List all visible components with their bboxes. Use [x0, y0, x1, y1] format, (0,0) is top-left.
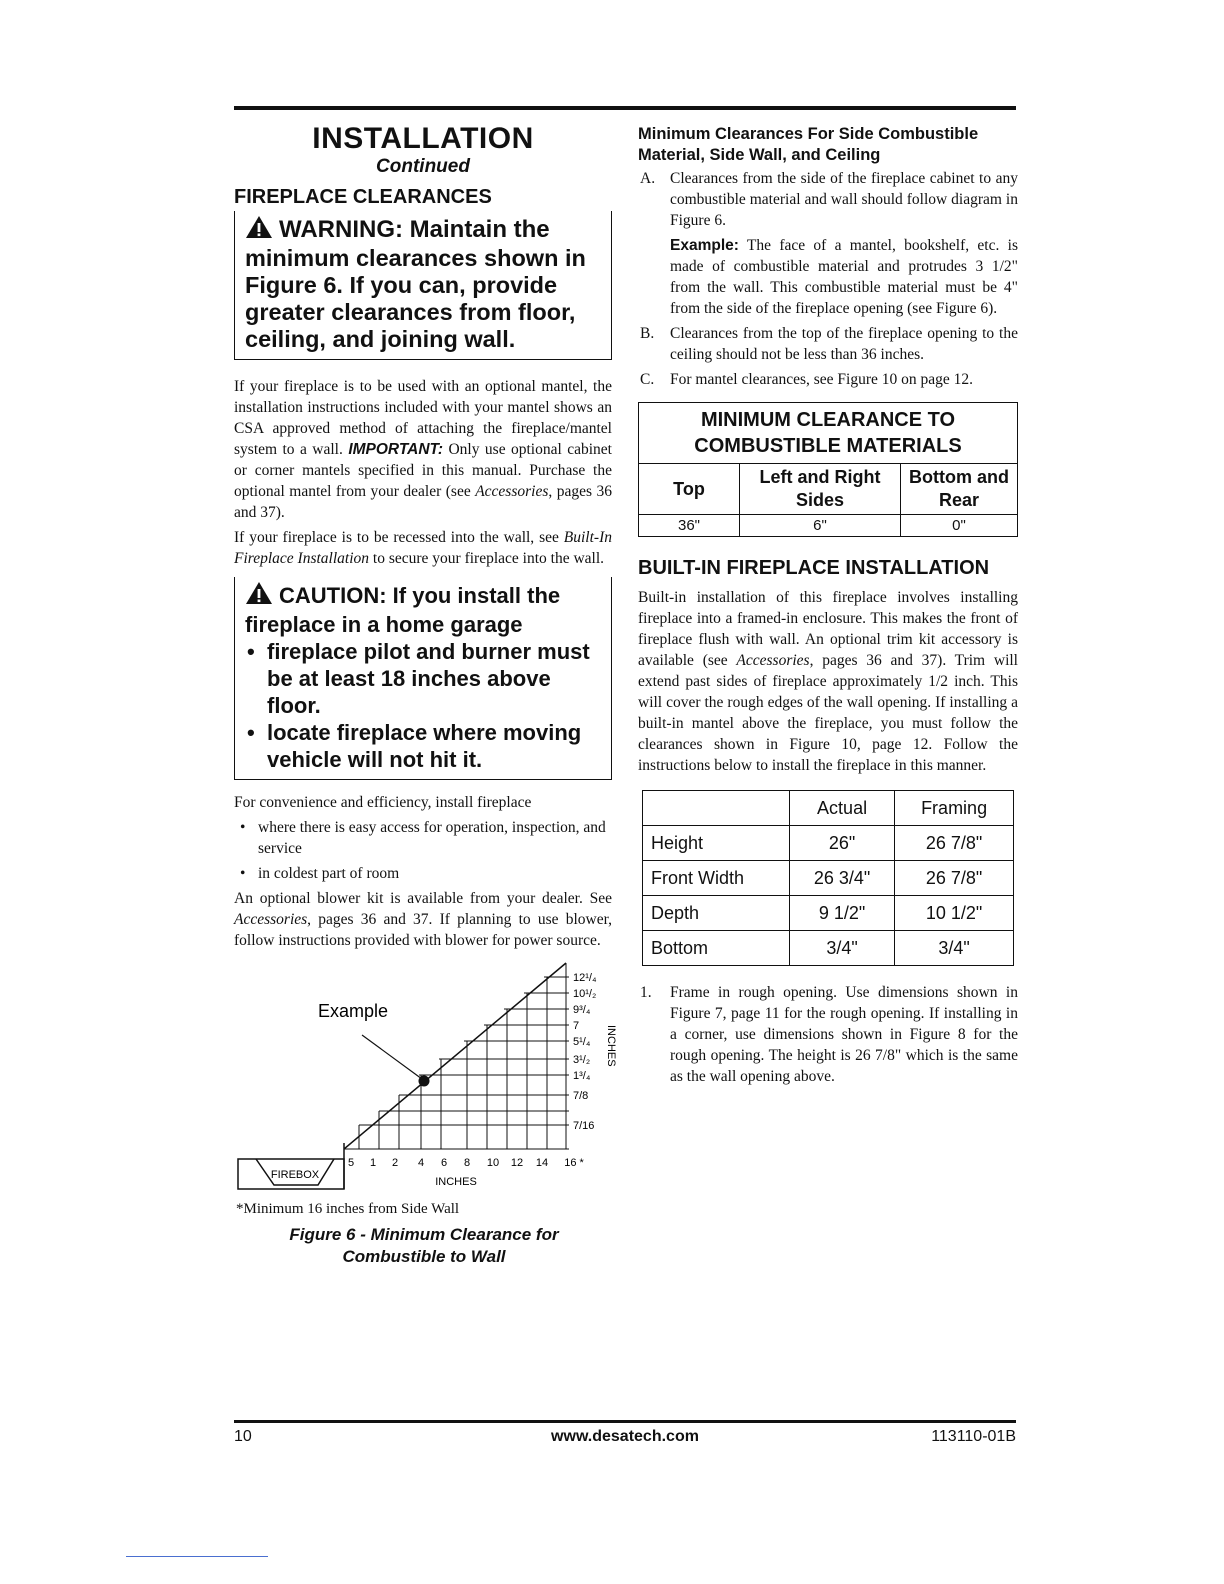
- caution-list: [245, 638, 605, 773]
- page-subtitle: Continued: [376, 156, 470, 177]
- location-item: • where there is easy access for operation, inspection, and service: [234, 817, 612, 859]
- clearance-item-a: [638, 168, 1018, 319]
- figure-footnote: *Minimum 16 inches from Side Wall: [236, 1201, 460, 1217]
- y-tick: 7: [573, 1020, 580, 1032]
- table-row: [643, 931, 1014, 966]
- page-number: 10: [234, 1428, 252, 1445]
- x-tick: 8: [463, 1157, 471, 1169]
- y-tick: 3¹/₂: [573, 1054, 591, 1066]
- table-cell: Bottom: [643, 931, 790, 966]
- mantel-paragraph: [234, 376, 612, 523]
- list-marker: A.: [640, 170, 656, 187]
- accessories-ref: Accessories: [234, 911, 308, 928]
- convenience-paragraph: For convenience and efficiency, install fireplace: [234, 794, 532, 811]
- important-end: , pages 36 and 37).: [234, 483, 612, 521]
- top-rule: [234, 106, 1016, 110]
- example-note-label: Example:: [670, 237, 739, 254]
- clearance-item-c: [638, 369, 1018, 390]
- y-tick: 7/16: [573, 1120, 595, 1132]
- table-cell: 3/4": [895, 931, 1014, 966]
- accessories-ref: Accessories: [736, 652, 810, 669]
- right-column: [638, 118, 1018, 1087]
- table-row: [643, 896, 1014, 931]
- document-code: 113110-01B: [931, 1428, 1016, 1445]
- caution-box: [234, 577, 612, 780]
- location-list: [234, 817, 612, 884]
- table-cell: 36": [639, 515, 740, 537]
- builtin-ref: Built-In Fireplace Installation: [234, 529, 612, 567]
- table-title: [639, 403, 1018, 464]
- x-tick: 16 *: [564, 1157, 584, 1169]
- list-marker: B.: [640, 325, 655, 342]
- table-cell: Height: [643, 826, 790, 861]
- builtin-end: , pages 36 and 37). Trim will extend past sides of fireplace approximately 1/2 inch. This will cover the rough edges of the wall opening. If installing a built-in mantel above the fireplace, you must follow the clearances shown in Figure 10, page 12. Follow the instructions below to install the fireplace in this manner.: [638, 652, 1018, 774]
- list-marker: 1.: [640, 984, 652, 1001]
- y-tick: 10¹/₂: [573, 988, 597, 1000]
- list-marker: C.: [640, 371, 655, 388]
- clearance-slope-line: [344, 963, 566, 1149]
- x-tick: 6: [440, 1157, 448, 1169]
- y-tick: 12¹/₄: [573, 972, 597, 984]
- warning-text: minimum clearances shown in Figure 6. If you can, provide greater clearances from floor, ceiling, and joining wall.: [245, 245, 586, 352]
- table-header: Top: [639, 464, 740, 515]
- table-header: Bottom and Rear: [901, 464, 1018, 515]
- x-tick: 14: [535, 1157, 549, 1169]
- y-tick: 7/8: [573, 1090, 589, 1102]
- location-item: • in coldest part of room: [234, 863, 612, 884]
- warning-triangle-icon: [245, 215, 273, 245]
- table-cell: 6": [740, 515, 901, 537]
- table-row: [643, 826, 1014, 861]
- mantel-text: If your fireplace is to be used with an optional mantel, the installation instructions included with your mantel shows an CSA approved method of attaching the fireplace/mantel system to a wall.: [234, 378, 612, 458]
- step-item: [638, 982, 1018, 1087]
- table-header: Left and Right Sides: [740, 464, 901, 515]
- firebox-label: FIREBOX: [270, 1169, 320, 1181]
- example-note-text: The face of a mantel, bookshelf, etc. is made of combustible material and protrudes 3 1/2" from the wall. This combustible material must be 4" from the side of the fireplace opening (see Figure 6).: [670, 237, 1018, 317]
- link-underline: [126, 1556, 268, 1557]
- important-label: IMPORTANT:: [348, 441, 444, 458]
- example-note: [670, 235, 1018, 319]
- page-title: INSTALLATION: [312, 122, 534, 155]
- x-tick: 10: [486, 1157, 500, 1169]
- example-point: [419, 1076, 430, 1087]
- builtin-text: Built-in installation of this fireplace involves installing fireplace into a framed-in enclosure. This makes the front of fireplace flush with wall. An optional trim kit accessory is available (see: [638, 589, 1018, 669]
- table-cell: 26 7/8": [895, 826, 1014, 861]
- example-label: Example: [318, 1001, 389, 1021]
- recess-text: If your fireplace is to be recessed into the wall, see: [234, 529, 564, 546]
- x-tick: 12: [510, 1157, 524, 1169]
- footer-url: www.desatech.com: [551, 1428, 699, 1445]
- table-cell: 9 1/2": [790, 896, 895, 931]
- left-column: [234, 118, 617, 1266]
- figure-caption: [236, 1224, 612, 1268]
- accessories-ref: Accessories: [475, 483, 549, 500]
- table-cell: Front Width: [643, 861, 790, 896]
- x-tick: 5: [347, 1157, 355, 1169]
- x-tick: 1: [369, 1157, 377, 1169]
- example-pointer: [362, 1035, 422, 1079]
- table-title-line: COMBUSTIBLE MATERIALS: [694, 435, 962, 457]
- table-header: Framing: [895, 791, 1014, 826]
- section-heading-fireplace-clearances: FIREPLACE CLEARANCES: [234, 186, 492, 208]
- figure-6-diagram: [234, 963, 617, 1266]
- blower-end: , pages 36 and 37. If planning to use blower, follow instructions provided with blower for power source.: [234, 911, 612, 949]
- table-cell: 26": [790, 826, 895, 861]
- figure-caption-line: Figure 6 - Minimum Clearance for: [289, 1225, 559, 1244]
- caution-item: • locate fireplace where moving vehicle will not hit it.: [245, 719, 605, 773]
- x-axis-label: INCHES: [435, 1176, 477, 1188]
- dimensions-table: [642, 790, 1014, 966]
- y-tick: 5¹/₄: [573, 1036, 591, 1048]
- clearance-diagram: [234, 963, 617, 1203]
- table-row: [643, 861, 1014, 896]
- clearance-list: [638, 168, 1018, 390]
- x-tick: 2: [391, 1157, 399, 1169]
- minimum-clearance-table: [638, 402, 1018, 537]
- recess-end: to secure your fireplace into the wall.: [369, 550, 605, 567]
- y-axis-label: INCHES: [605, 1025, 617, 1067]
- clearance-item-b: [638, 323, 1018, 365]
- table-cell: Depth: [643, 896, 790, 931]
- clearance-item-text: Clearances from the side of the fireplace cabinet to any combustible material and wall should follow diagram in Figure 6.: [670, 170, 1018, 229]
- y-tick: 9³/₄: [573, 1004, 591, 1016]
- caution-triangle-icon: [245, 581, 273, 611]
- clearance-item-text: For mantel clearances, see Figure 10 on page 12.: [670, 371, 974, 388]
- figure-caption-line: Combustible to Wall: [342, 1247, 506, 1266]
- blower-paragraph: [234, 888, 612, 951]
- x-tick-labels: [348, 1157, 585, 1169]
- warning-lead: WARNING: Maintain the: [279, 216, 550, 243]
- builtin-steps: [638, 982, 1018, 1087]
- table-header: [643, 791, 790, 826]
- section-heading-builtin: BUILT-IN FIREPLACE INSTALLATION: [638, 557, 990, 579]
- clearance-item-text: Clearances from the top of the fireplace opening to the ceiling should not be less than 36 inches.: [670, 325, 1018, 363]
- x-tick: 4: [417, 1157, 425, 1169]
- page-footer: [234, 1428, 1016, 1452]
- table-cell: 0": [901, 515, 1018, 537]
- important-text: Only use optional cabinet or corner mantels specified in this manual. Purchase the optional mantel from your dealer (see: [234, 441, 612, 500]
- builtin-paragraph: [638, 587, 1018, 776]
- bottom-rule: [234, 1420, 1016, 1423]
- table-cell: 26 3/4": [790, 861, 895, 896]
- table-header: Actual: [790, 791, 895, 826]
- table-title-line: MINIMUM CLEARANCE TO: [700, 409, 956, 431]
- caution-item: • fireplace pilot and burner must be at least 18 inches above floor.: [245, 638, 605, 719]
- table-cell: 10 1/2": [895, 896, 1014, 931]
- warning-box: [234, 211, 612, 360]
- blower-text: An optional blower kit is available from your dealer. See: [234, 890, 612, 907]
- caution-lead: CAUTION: If you install the fireplace in a home garage: [245, 583, 561, 637]
- y-tick: 1³/₄: [573, 1070, 591, 1082]
- recess-paragraph: [234, 527, 612, 569]
- y-tick-labels: [573, 972, 597, 1132]
- table-cell: 26 7/8": [895, 861, 1014, 896]
- step-text: Frame in rough opening. Use dimensions shown in Figure 7, page 11 for the rough opening. If installing in a corner, use dimensions shown in Figure 8 for the rough opening. The height is 26 7/8" which is the same as the wall opening above.: [670, 984, 1018, 1085]
- side-clearance-heading: Minimum Clearances For Side Combustible Material, Side Wall, and Ceiling: [638, 125, 979, 164]
- table-cell: 3/4": [790, 931, 895, 966]
